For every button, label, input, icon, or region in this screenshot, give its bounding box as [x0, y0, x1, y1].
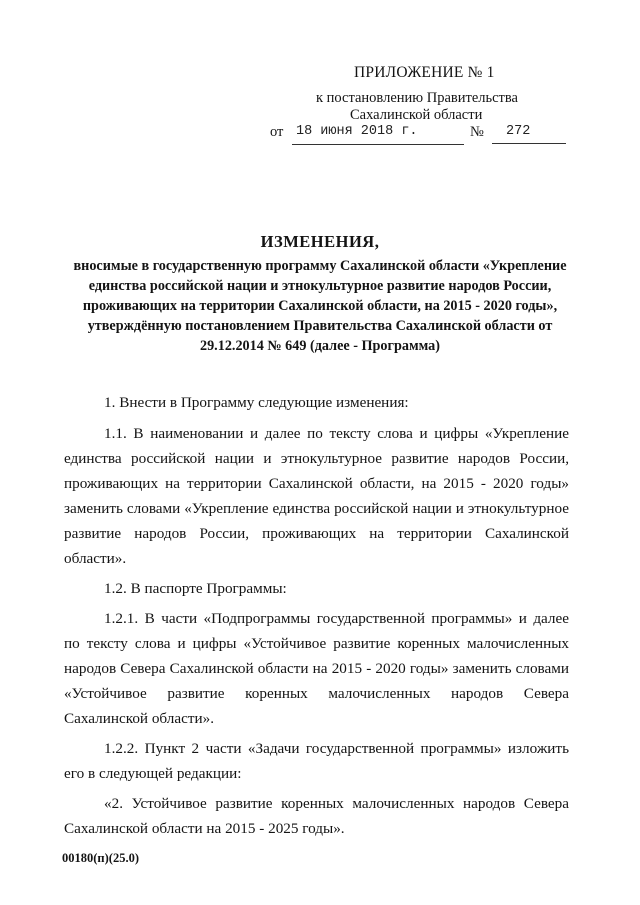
number-label: №	[470, 124, 484, 140]
document-heading: ИЗМЕНЕНИЯ,	[260, 232, 380, 251]
paragraph-quote: «2. Устойчивое развитие коренных малочисленных народов Севера Сахалинской области на 2015 - 2025 годы».	[64, 795, 569, 837]
appendix-line-1: к постановлению Правительства	[316, 90, 518, 106]
appendix-title: ПРИЛОЖЕНИЕ № 1	[354, 64, 495, 81]
paragraph-1-1: 1.1. В наименовании и далее по тексту слова и цифры «Укрепление единства российской нации и этнокультурное развитие народов России, проживающих на территории Сахалинской области, на 2015 - 2020 годы» заменить словами «Укрепление единства российской нации и этнокультурное развитие народов России, проживающих на территории Сахалинской области».	[64, 425, 569, 567]
from-label: от	[270, 124, 284, 140]
document-body	[64, 390, 569, 841]
document-subheading: вносимые в государственную программу Сахалинской области «Укрепление единства российской нации и этнокультурное развитие народов России, проживающих на территории Сахалинской области, на 2015 - 2020 годы», утверждённую постановлением Правительства Сахалинской области от 29.12.2014 № 649 (далее - Программа)	[73, 258, 567, 354]
paragraph-1: 1. Внести в Программу следующие изменения:	[104, 394, 409, 411]
form-code: 00180(п)(25.0)	[62, 851, 139, 865]
paragraph-1-2: 1.2. В паспорте Программы:	[104, 580, 287, 597]
resolution-number: 272	[492, 124, 566, 144]
appendix-line-2: Сахалинской области	[350, 107, 483, 123]
resolution-date-number-row	[270, 121, 570, 147]
resolution-date: 18 июня 2018 г.	[292, 124, 464, 145]
paragraph-1-2-1: 1.2.1. В части «Подпрограммы государственной программы» и далее по тексту слова и цифры «Устойчивое развитие коренных малочисленных народов Севера Сахалинской области на 2015 - 2020 годы» заменить словами «Устойчивое развитие коренных малочисленных народов Севера Сахалинской области».	[64, 610, 569, 727]
paragraph-1-2-2: 1.2.2. Пункт 2 части «Задачи государственной программы» изложить его в следующей редакции:	[64, 740, 569, 782]
